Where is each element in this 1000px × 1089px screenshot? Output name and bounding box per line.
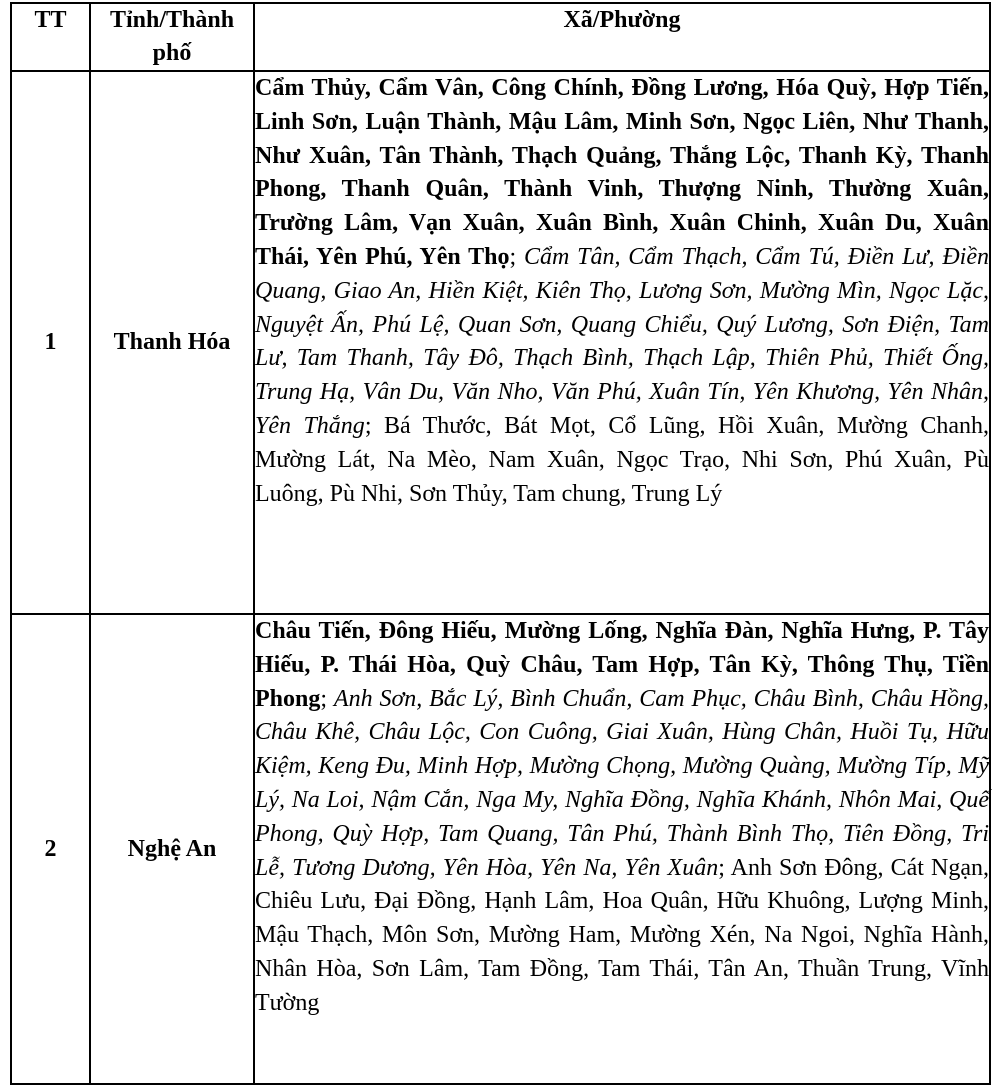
- separator: ;: [364, 412, 384, 439]
- header-tt: TT: [11, 3, 90, 71]
- table-row: [11, 614, 990, 1084]
- commune-list: [254, 614, 990, 1084]
- bold-communes: Châu Tiến, Đông Hiếu, Mường Lống, Nghĩa Đàn, Nghĩa Hưng, P. Tây Hiếu, P. Thái Hòa, Quỳ Châu, Tam Hợp, Tân Kỳ, Thông Thụ, Tiền Phong: [255, 618, 989, 712]
- header-commune: Xã/Phường: [254, 3, 990, 71]
- italic-communes: Cẩm Tân, Cẩm Thạch, Cẩm Tú, Điền Lư, Điền Quang, Giao An, Hiền Kiệt, Kiên Thọ, Lương Sơn, Mường Mìn, Ngọc Lặc, Nguyệt Ấn, Phú Lệ, Quan Sơn, Quang Chiểu, Quý Lương, Sơn Điện, Tam Lư, Tam Thanh, Tây Đô, Thạch Bình, Thạch Lập, Thiên Phủ, Thiết Ống, Trung Hạ, Vân Du, Văn Nho, Văn Phú, Xuân Tín, Yên Khương, Yên Nhân, Yên Thắng: [255, 243, 989, 439]
- commune-list: [254, 71, 990, 614]
- normal-communes: Bá Thước, Bát Mọt, Cổ Lũng, Hồi Xuân, Mường Chanh, Mường Lát, Na Mèo, Nam Xuân, Ngọc Trạo, Nhi Sơn, Phú Xuân, Pù Luông, Pù Nhi, Sơn Thủy, Tam chung, Trung Lý: [255, 412, 989, 507]
- commune-table: [10, 2, 991, 1085]
- bold-communes: Cẩm Thủy, Cẩm Vân, Công Chính, Đồng Lương, Hóa Quỳ, Hợp Tiến, Linh Sơn, Luận Thành, Mậu Lâm, Minh Sơn, Ngọc Liên, Như Thanh, Như Xuân, Tân Thành, Thạch Quảng, Thắng Lộc, Thanh Kỳ, Thanh Phong, Thanh Quân, Thành Vinh, Thượng Ninh, Thường Xuân, Trường Lâm, Vạn Xuân, Xuân Bình, Xuân Chinh, Xuân Du, Xuân Thái, Yên Phú, Yên Thọ: [255, 75, 989, 270]
- table-row: [11, 71, 990, 614]
- separator: ;: [509, 243, 524, 270]
- separator: ;: [320, 685, 334, 712]
- province-name: Thanh Hóa: [90, 71, 254, 614]
- province-name: Nghệ An: [90, 614, 254, 1084]
- header-province: Tỉnh/Thành phố: [90, 3, 254, 71]
- row-number: 1: [11, 71, 90, 614]
- separator: ;: [718, 854, 731, 881]
- row-number: 2: [11, 614, 90, 1084]
- table-header-row: [11, 3, 990, 71]
- italic-communes: Anh Sơn, Bắc Lý, Bình Chuẩn, Cam Phục, Châu Bình, Châu Hồng, Châu Khê, Châu Lộc, Con Cuông, Giai Xuân, Hùng Chân, Huồi Tụ, Hữu Kiệm, Keng Đu, Minh Hợp, Mường Chọng, Mường Quàng, Mường Típ, Mỹ Lý, Na Loi, Nậm Cắn, Nga My, Nghĩa Đồng, Nghĩa Khánh, Nhôn Mai, Quế Phong, Quỳ Hợp, Tam Quang, Tân Phú, Thành Bình Thọ, Tiên Đồng, Tri Lễ, Tương Dương, Yên Hòa, Yên Na, Yên Xuân: [255, 685, 989, 881]
- normal-communes: Anh Sơn Đông, Cát Ngạn, Chiêu Lưu, Đại Đồng, Hạnh Lâm, Hoa Quân, Hữu Khuông, Lượng Minh, Mậu Thạch, Môn Sơn, Mường Ham, Mường Xén, Na Ngoi, Nghĩa Hành, Nhân Hòa, Sơn Lâm, Tam Đồng, Tam Thái, Tân An, Thuần Trung, Vĩnh Tường: [255, 854, 990, 1016]
